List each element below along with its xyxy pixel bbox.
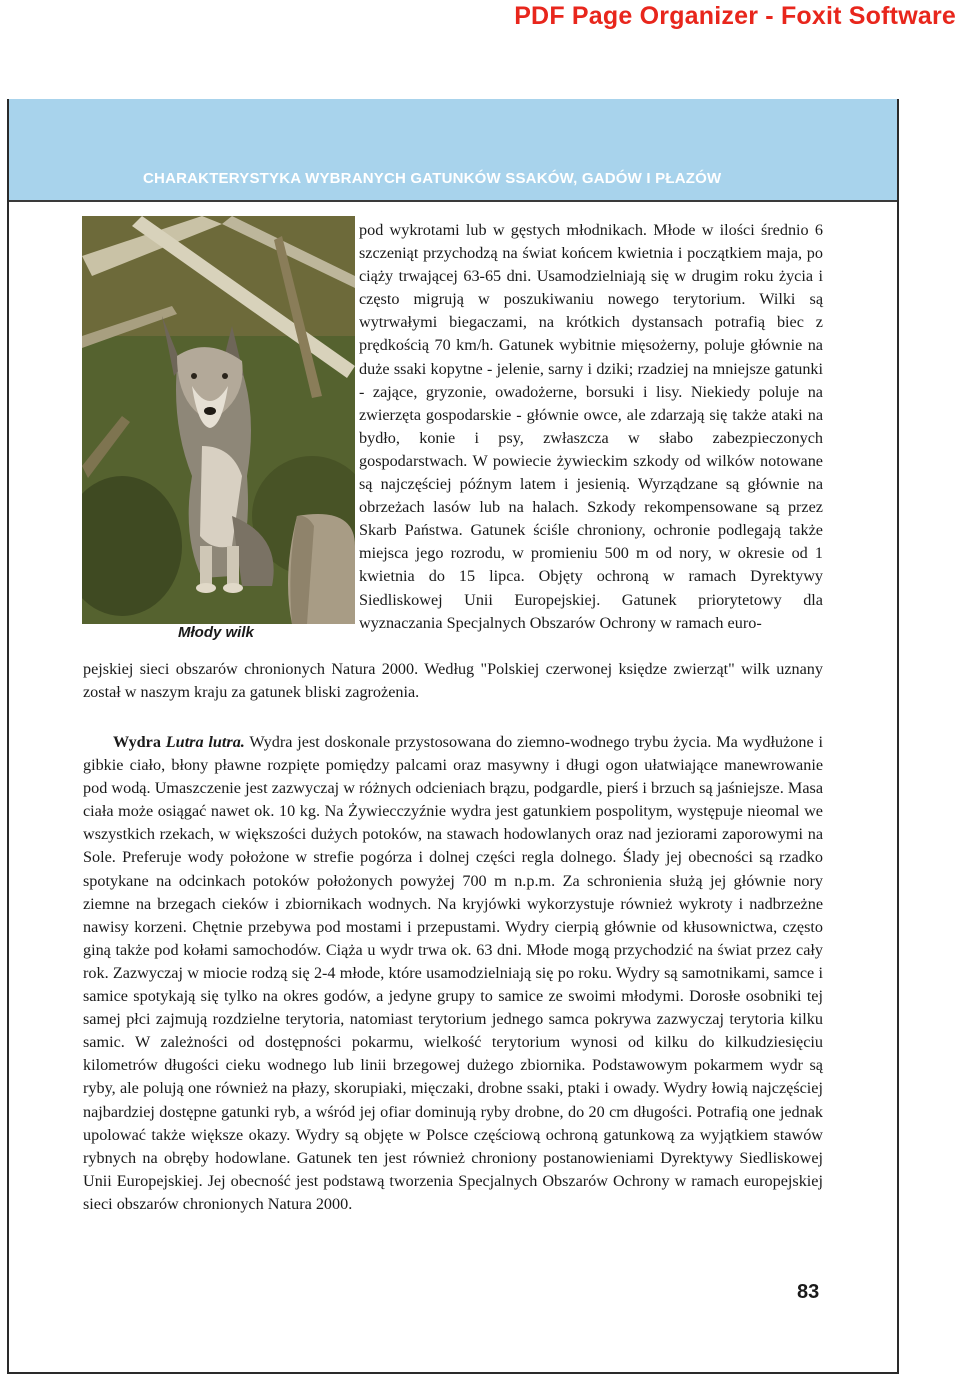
wolf-photo-illustration [82, 216, 355, 624]
chapter-title: CHARAKTERYSTYKA WYBRANYCH GATUNKÓW SSAKÓW, GADÓW I PŁAZÓW [143, 170, 722, 187]
app-watermark: PDF Page Organizer - Foxit Software [514, 2, 956, 30]
otter-latin-name: Lutra lutra. [165, 733, 245, 751]
wolf-text-column: pod wykrotami lub w gęstych młodnikach. Młode w ilości średnio 6 szczeniąt przychodzą na świat końcem kwietnia i początkiem maja, po ciąży trwającej 63-65 dni. Usamodzielniają się w drugim roku życia i często migrują w poszukiwaniu nowego terytorium. Wilki są wytrwałymi biegaczami, na krótkich dystansach potrafią biec z prędkością 70 km/h. Gatunek wybitnie mięsożerny, poluje głównie na duże ssaki kopytne - jelenie, sarny i dziki; rzadziej na mniejsze gatunki - zające, gryzonie, owadożerne, borsuki i lisy. Niekiedy poluje na zwierzęta gospodarskie - głównie owce, ale zdarzają się także ataki na bydło, konie i psy, zwłaszcza w słabo zabezpieczonych gospodarstwach. W powiecie żywieckim szkody od wilków notowane są najczęściej późnym latem i jesienią. Wyrządzane są głównie na obrzeżach lasów lub na halach. Szkody rekompensowane są przez Skarb Państwa. Gatunek ściśle chroniony, ochronie podlegają także miejsca jego rozrodu, w promieniu 500 m od nory, w okresie od 1 kwietnia do 15 lipca. Objęty ochroną w ramach Dyrektywy Siedliskowej Unii Europejskiej. Gatunek priorytetowy dla wyznaczania Specjalnych Obszarów Ochrony w ramach euro- [359, 221, 823, 632]
otter-name: Wydra [113, 733, 161, 751]
otter-paragraph [83, 731, 823, 1216]
photo-caption: Młody wilk [178, 624, 254, 641]
wolf-photo [82, 216, 355, 624]
wolf-text-continuation: pejskiej sieci obszarów chronionych Natura 2000. Według "Polskiej czerwonej księdze zwierząt" wilk uznany został w naszym kraju za gatunek bliski zagrożenia. [83, 660, 823, 702]
otter-text: Wydra jest doskonale przystosowana do ziemno-wodnego trybu życia. Ma wydłużone i gibkie ciało, błony pławne rozpięte pomiędzy palcami oraz masywny i długi ogon ułatwiające manewrowanie pod wodą. Umaszczenie jest zazwyczaj w różnych odcieniach brązu, podgardle, pierś i brzuch są jaśniejsze. Masa ciała może osiągać nawet ok. 10 kg. Na Żywiecczyźnie wydra jest gatunkiem pospolitym, występuje nieomal we wszystkich rzekach, w większości dużych potoków, na stawach hodowlanych oraz nad jeziorami zaporowymi na Sole. Preferuje wody położone w strefie pogórza i dolnej części regla dolnego. Ślady jej obecności są rzadko spotykane na odcinkach potoków położonych powyżej 700 m n.p.m. Za schronienia służą jej głównie nory ziemne na brzegach cieków i zbiornikach wodnych. Na kryjówki wykorzystuje również wykroty i nadbrzeżne nawisy korzeni. Chętnie przebywa pod mostami i przepustami. Wydry cierpią głównie od kłusownictwa, często giną także pod kołami samochodów. Ciąża u wydr trwa ok. 63 dni. Młode mogą przychodzić na świat przez cały rok. Zazwyczaj w miocie rodzą się 2-4 młode, które usamodzielniają się po roku. Wydry są samotnikami, samce i samice spotykają się tylko na okres godów, a jedyne grupy to samice ze swoimi młodymi. Dorosłe osobniki tej samej płci zajmują rozdzielne terytoria, natomiast terytorium jednego samca pokrywa zazwyczaj terytoria kilku samic. W zależności od dostępności pokarmu, wielkość terytorium wynosi od kilku do kilkudziesięciu kilometrów długości cieku wodnego lub linii brzegowej dużego zbiornika. Podstawowym pokarmem wydr są ryby, ale polują one również na płazy, skorupiaki, mięczaki, drobne ssaki, ptaki i owady. Wydry łowią najczęściej najbardziej dostępne gatunki ryb, a wśród jej ofiar dominują ryby drobne, do 20 cm długości. Potrafią one jednak upolować także większe okazy. Wydry są objęte w Polsce częściową ochroną gatunkową za wyjątkiem stawów rybnych na obręby hodowlane. Gatunek ten jest również chroniony postanowieniami Dyrektywy Siedliskowej Unii Europejskiej. Jej obecność jest podstawą tworzenia Specjalnych Obszarów Ochrony w ramach europejskiej sieci obszarów chronionych Natura 2000. [83, 733, 823, 1213]
page-number: 83 [797, 1281, 820, 1303]
